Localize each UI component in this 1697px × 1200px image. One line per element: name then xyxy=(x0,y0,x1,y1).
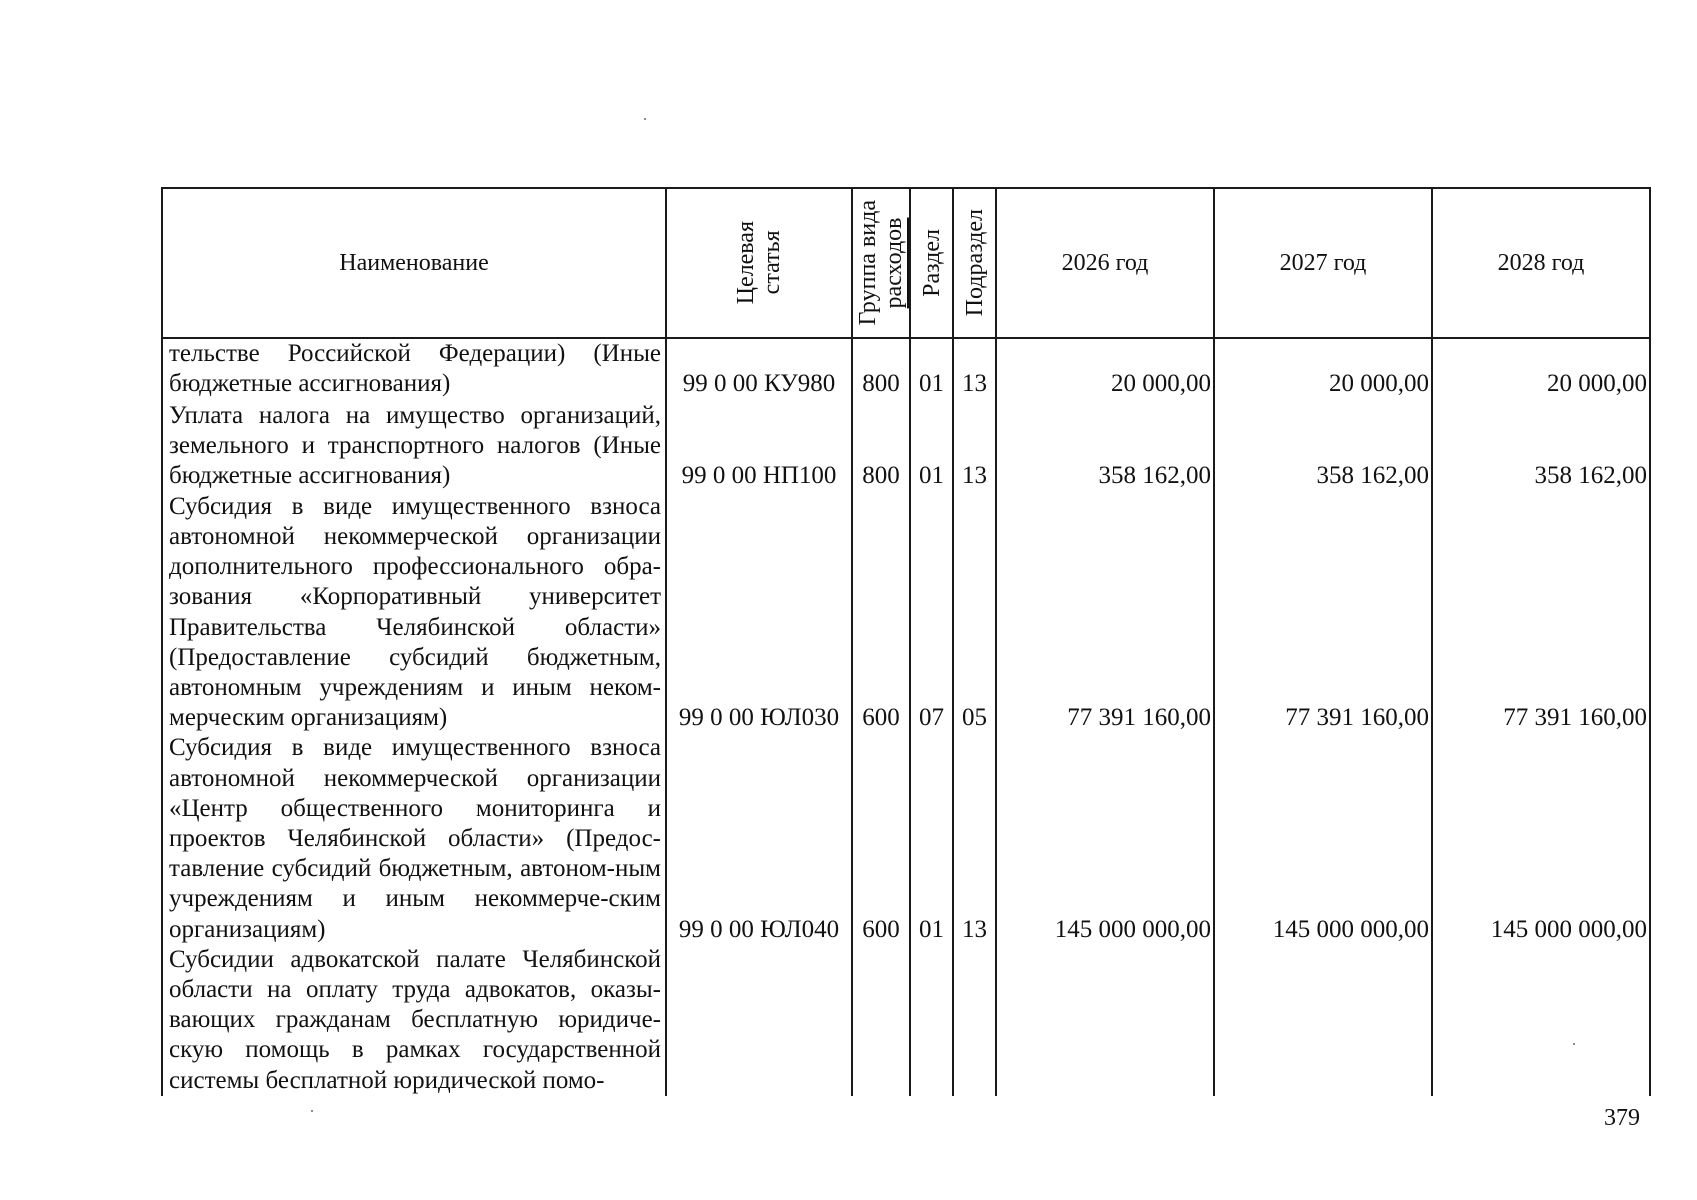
header-name xyxy=(162,188,666,338)
cell-year-2026: 145 000 000,00 xyxy=(996,733,1214,944)
header-year-2026-label: 2026 год xyxy=(1061,249,1149,276)
table-row xyxy=(162,338,1650,399)
header-target-article-line1: Целевая xyxy=(733,221,759,305)
cell-expense-group: 600 xyxy=(852,491,910,733)
table-body xyxy=(162,338,1650,1096)
cell-name: тельстве Российской Федерации) (Иные бюджетные ассигнования) xyxy=(162,338,666,399)
cell-expense-group xyxy=(852,945,910,1096)
cell-year-2027 xyxy=(1214,945,1432,1096)
header-year-2028 xyxy=(1432,188,1650,338)
header-target-article xyxy=(666,188,852,338)
cell-year-2026: 358 162,00 xyxy=(996,399,1214,491)
header-section xyxy=(910,188,953,338)
cell-year-2026: 77 391 160,00 xyxy=(996,491,1214,733)
table-row xyxy=(162,491,1650,733)
cell-year-2026 xyxy=(996,945,1214,1096)
cell-name: Субсидия в виде имущественного взноса автономной некоммерческой организации дополнительного профессионального обра-зования «Корпоративный университет Правительства Челябинской области» (Предоставление субсидий бюджетным, автономным учреждениям и иным неком-мерческим организациям) xyxy=(162,491,666,733)
header-year-2026 xyxy=(996,188,1214,338)
cell-year-2026: 20 000,00 xyxy=(996,338,1214,399)
cell-year-2028: 145 000 000,00 xyxy=(1432,733,1650,944)
cell-name: Субсидия в виде имущественного взноса автономной некоммерческой организации «Центр общественного мониторинга и проектов Челябинской области» (Предос-тавление субсидий бюджетным, автоном-ным учреждениям и иным некоммерче-ским организациям) xyxy=(162,733,666,944)
cell-target-article xyxy=(666,945,852,1096)
cell-year-2028 xyxy=(1432,945,1650,1096)
scan-speck xyxy=(644,118,646,120)
page-number: 379 xyxy=(1604,1105,1640,1131)
header-subsection xyxy=(953,188,996,338)
scan-speck xyxy=(311,1110,313,1112)
cell-expense-group: 600 xyxy=(852,733,910,944)
cell-section xyxy=(910,945,953,1096)
cell-target-article: 99 0 00 ЮЛ040 xyxy=(666,733,852,944)
cell-name: Субсидии адвокатской палате Челябинской области на оплату труда адвокатов, оказы-вающих гражданам бесплатную юридиче-скую помощь в рамках государственной системы бесплатной юридической помо- xyxy=(162,945,666,1096)
cell-year-2028: 358 162,00 xyxy=(1432,399,1650,491)
table-row xyxy=(162,945,1650,1096)
header-subsection-label: Подраздел xyxy=(961,209,988,317)
cell-year-2027: 358 162,00 xyxy=(1214,399,1432,491)
cell-section: 01 xyxy=(910,338,953,399)
cell-subsection xyxy=(953,945,996,1096)
header-year-2028-label: 2028 год xyxy=(1497,249,1585,276)
cell-subsection: 05 xyxy=(953,491,996,733)
cell-year-2027: 77 391 160,00 xyxy=(1214,491,1432,733)
cell-year-2027: 20 000,00 xyxy=(1214,338,1432,399)
cell-year-2027: 145 000 000,00 xyxy=(1214,733,1432,944)
cell-target-article: 99 0 00 НП100 xyxy=(666,399,852,491)
header-expense-group-line1: Группа вида xyxy=(855,200,881,326)
cell-section: 07 xyxy=(910,491,953,733)
header-name-label: Наименование xyxy=(339,249,489,276)
cell-target-article: 99 0 00 ЮЛ030 xyxy=(666,491,852,733)
cell-expense-group: 800 xyxy=(852,399,910,491)
cell-expense-group: 800 xyxy=(852,338,910,399)
cell-year-2028: 20 000,00 xyxy=(1432,338,1650,399)
header-year-2027-label: 2027 год xyxy=(1279,249,1367,276)
table-row xyxy=(162,399,1650,491)
table-row xyxy=(162,733,1650,944)
header-target-article-line2: статья xyxy=(759,231,785,295)
budget-table xyxy=(161,187,1651,1096)
header-year-2027 xyxy=(1214,188,1432,338)
cell-target-article: 99 0 00 КУ980 xyxy=(666,338,852,399)
header-section-label: Раздел xyxy=(918,229,945,297)
header-expense-group-line2: расходов xyxy=(881,217,907,309)
cell-section: 01 xyxy=(910,733,953,944)
header-expense-group xyxy=(852,188,910,338)
cell-subsection: 13 xyxy=(953,733,996,944)
cell-name: Уплата налога на имущество организаций, земельного и транспортного налогов (Иные бюджетные ассигнования) xyxy=(162,399,666,491)
cell-section: 01 xyxy=(910,399,953,491)
cell-year-2028: 77 391 160,00 xyxy=(1432,491,1650,733)
table-header xyxy=(162,188,1650,338)
cell-subsection: 13 xyxy=(953,399,996,491)
cell-subsection: 13 xyxy=(953,338,996,399)
